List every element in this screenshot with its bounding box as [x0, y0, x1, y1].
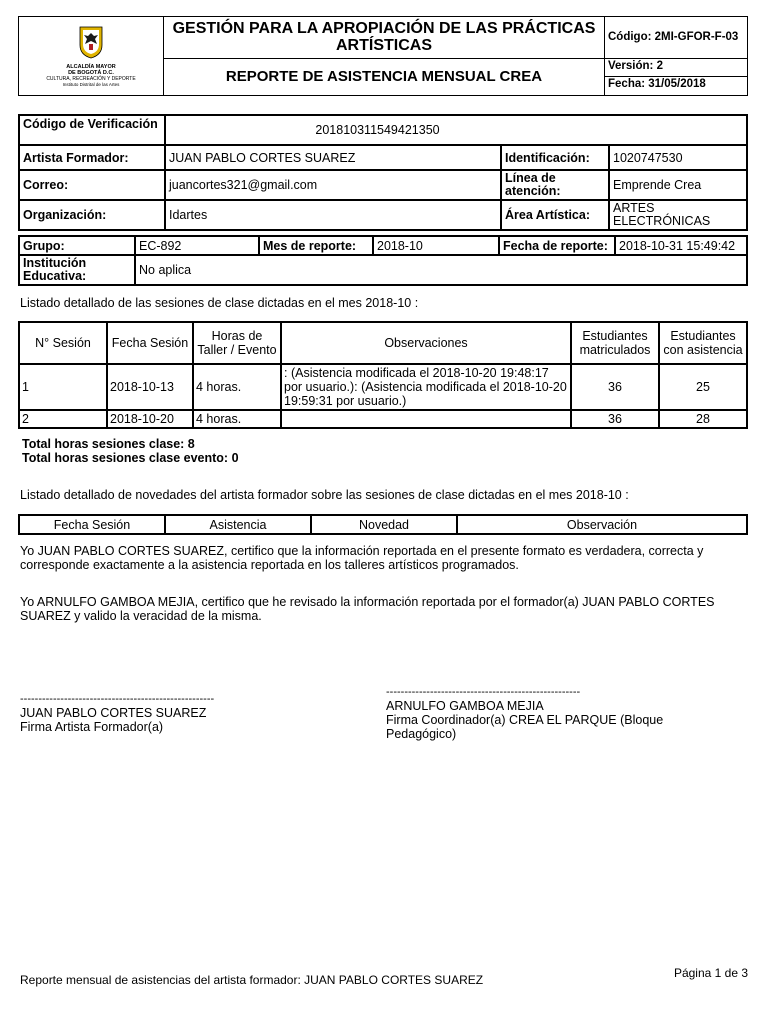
artist-info-table [18, 114, 748, 231]
session-observations [281, 410, 571, 428]
session-enrolled: 36 [571, 410, 659, 428]
email-label: Correo: [19, 170, 165, 200]
logo-text-line4: Instituto Distrital de las Artes [62, 81, 120, 87]
document-version: Versión: 2 [605, 59, 747, 77]
footer-text: Reporte mensual de asistencias del artista formador: JUAN PABLO CORTES SUAREZ [20, 973, 484, 987]
session-attended: 28 [659, 410, 747, 428]
version-date-cell [605, 58, 748, 95]
report-month-value: 2018-10 [373, 236, 499, 255]
session-number: 1 [19, 364, 107, 410]
signature-line: ----------------------------------------------------- [386, 686, 581, 698]
session-enrolled: 36 [571, 364, 659, 410]
group-value: EC-892 [135, 236, 259, 255]
page-number: Página 1 de 3 [673, 966, 748, 980]
organization-label: Organización: [19, 200, 165, 230]
verification-code-label: Código de Verificación [19, 115, 165, 145]
logo-text-line3: CULTURA, RECREACIÓN Y DEPORTE [46, 75, 136, 82]
institution-value: No aplica [135, 255, 747, 285]
document-date: Fecha: 31/05/2018 [608, 78, 706, 91]
signature-artist-name: JUAN PABLO CORTES SUAREZ [20, 706, 207, 720]
identification-label: Identificación: [501, 145, 609, 170]
group-label: Grupo: [19, 236, 135, 255]
col-header-session: N° Sesión [19, 322, 107, 364]
session-hours: 4 horas. [193, 364, 281, 410]
col-header-session-date: Fecha Sesión [19, 515, 165, 534]
logo-text-line1: ALCALDÍA MAYOR [66, 63, 116, 70]
session-observations: : (Asistencia modificada el 2018-10-20 19:48:17 por usuario.): (Asistencia modificada el 2018-10-20 19:59:31 por usuario.) [281, 364, 571, 410]
sessions-intro: Listado detallado de las sesiones de clase dictadas en el mes 2018-10 : [20, 296, 419, 310]
signature-line: ----------------------------------------------------- [20, 693, 215, 705]
attention-line-value: Emprende Crea [609, 170, 747, 200]
session-number: 2 [19, 410, 107, 428]
artistic-area-label: Área Artística: [501, 200, 609, 230]
document-code: Código: 2MI-GFOR-F-03 [605, 17, 748, 59]
signature-artist-role: Firma Artista Formador(a) [20, 720, 164, 734]
sessions-header-row [19, 322, 747, 364]
report-month-label: Mes de reporte: [259, 236, 373, 255]
session-attended: 25 [659, 364, 747, 410]
table-row [19, 364, 747, 410]
email-value: juancortes321@gmail.com [165, 170, 501, 200]
signature-coordinator-name: ARNULFO GAMBOA MEJIA [386, 699, 544, 713]
artist-value: JUAN PABLO CORTES SUAREZ [165, 145, 501, 170]
report-date-value: 2018-10-31 15:49:42 [615, 236, 747, 255]
novelties-intro: Listado detallado de novedades del artista formador sobre las sesiones de clase dictadas en el mes 2018-10 : [20, 488, 629, 502]
artist-label: Artista Formador: [19, 145, 165, 170]
artistic-area-value: ARTES ELECTRÓNICAS [609, 200, 747, 230]
session-hours: 4 horas. [193, 410, 281, 428]
document-header [18, 16, 748, 96]
novelties-header-row [19, 515, 747, 534]
logo-text-line2: DE BOGOTÁ D.C. [68, 69, 114, 76]
logo-cell [19, 17, 164, 96]
certification-coordinator: Yo ARNULFO GAMBOA MEJIA, certifico que he revisado la información reportada por el formador(a) JUAN PABLO CORTES SUAREZ y valido la veracidad de la misma. [20, 595, 715, 623]
col-header-attendance: Asistencia [165, 515, 311, 534]
organization-value: Idartes [165, 200, 501, 230]
bogota-coat-of-arms-icon [78, 25, 104, 59]
document-subtitle: REPORTE DE ASISTENCIA MENSUAL CREA [164, 58, 605, 95]
total-class-hours: Total horas sesiones clase: 8 [22, 437, 195, 451]
col-header-observations: Observaciones [281, 322, 571, 364]
col-header-attended: Estudiantes con asistencia [659, 322, 747, 364]
signature-block-coordinator [386, 685, 716, 741]
report-date-label: Fecha de reporte: [499, 236, 615, 255]
signature-coordinator-role: Firma Coordinador(a) CREA EL PARQUE (Bloque Pedagógico) [386, 713, 664, 741]
identification-value: 1020747530 [609, 145, 747, 170]
certification-artist: Yo JUAN PABLO CORTES SUAREZ, certifico que la información reportada en el presente formato es verdadera, correcta y corresponde exactamente a la asistencia reportada en los talleres artísticos programados. [20, 544, 704, 572]
group-info-table [18, 235, 748, 286]
institution-label: Institución Educativa: [19, 255, 135, 285]
signature-block-artist [20, 692, 350, 734]
table-row [19, 410, 747, 428]
col-header-date: Fecha Sesión [107, 322, 193, 364]
sessions-table [18, 321, 748, 429]
col-header-enrolled: Estudiantes matriculados [571, 322, 659, 364]
col-header-observation: Observación [457, 515, 747, 534]
novelties-table [18, 514, 748, 535]
attention-line-label: Línea de atención: [501, 170, 609, 200]
col-header-novelty: Novedad [311, 515, 457, 534]
document-title: GESTIÓN PARA LA APROPIACIÓN DE LAS PRÁCTICAS ARTÍSTICAS [164, 17, 605, 59]
session-date: 2018-10-13 [107, 364, 193, 410]
session-date: 2018-10-20 [107, 410, 193, 428]
total-event-hours: Total horas sesiones clase evento: 0 [22, 451, 239, 465]
verification-code-value: 201810311549421350 [165, 115, 747, 145]
col-header-hours: Horas de Taller / Evento [193, 322, 281, 364]
